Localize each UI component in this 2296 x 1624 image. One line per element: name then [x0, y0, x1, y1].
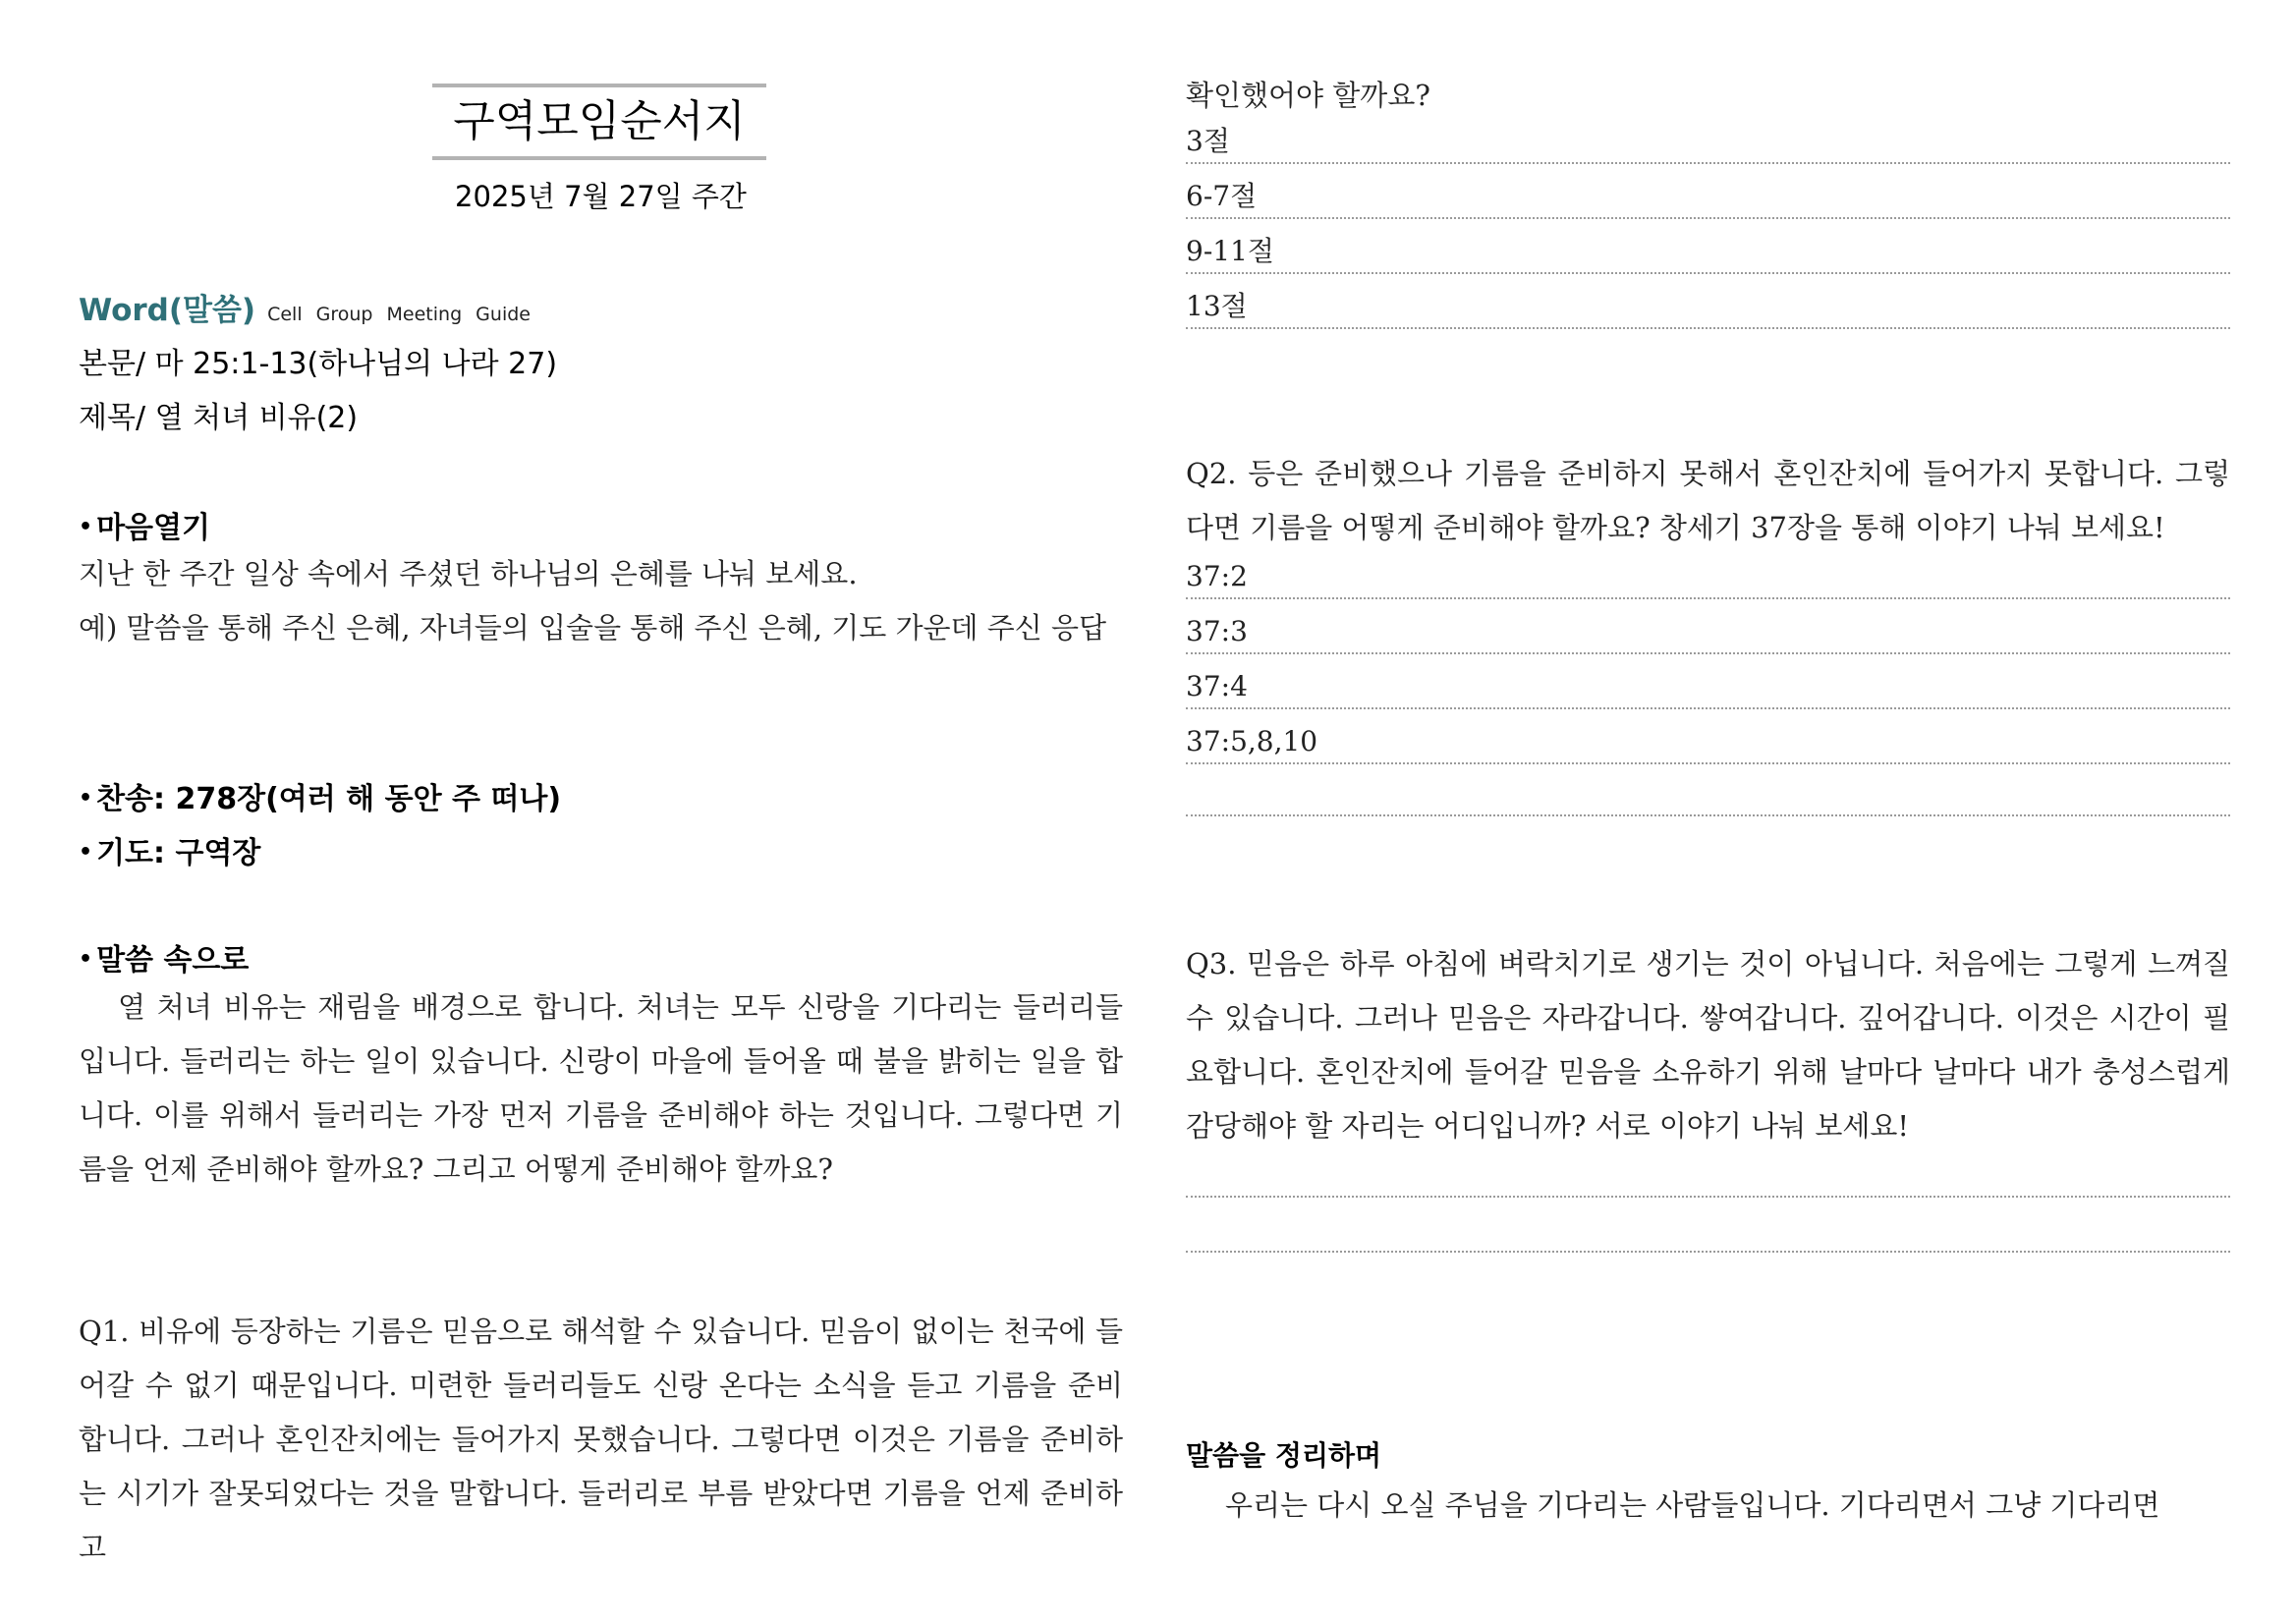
- bullet-icon: •: [79, 840, 93, 865]
- q1-verse-line: 6-7절: [1186, 163, 2230, 219]
- q1-verse-line: 3절: [1186, 108, 2230, 164]
- bullet-icon: •: [79, 515, 93, 539]
- bullet-icon: •: [79, 947, 93, 972]
- q1-verse-line: 9-11절: [1186, 218, 2230, 274]
- answer-line: [1186, 1195, 2230, 1198]
- opening-heading: [79, 503, 210, 546]
- q1-text: Q1. 비유에 등장하는 기름은 믿음으로 해석할 수 있습니다. 믿음이 없이는 천국에 들어갈 수 없기 때문입니다. 미련한 들러리들도 신랑 온다는 소식을 듣고 기름을 준비합니다. 그러나 혼인잔치에는 들어가지 못했습니다. 그렇다면 이것은 기름을 준비하는 시기가 잘못되었다는 것을 말합니다. 들러리로 부름 받았다면 기름을 언제 준비하고: [79, 1315, 1123, 1564]
- q2-verse-line: 37:2: [1186, 543, 2230, 599]
- q1-continued: 확인했어야 할까요?: [1186, 79, 1430, 112]
- opening-text-1: 지난 한 주간 일상 속에서 주셨던 하나님의 은혜를 나눠 보세요.: [79, 557, 858, 590]
- bullet-icon: •: [79, 786, 93, 811]
- closing-heading: 말씀을 정리하며: [1186, 1439, 1382, 1472]
- q3-text: Q3. 믿음은 하루 아침에 벼락치기로 생기는 것이 아닙니다. 처음에는 그렇게 느껴질 수 있습니다. 그러나 믿음은 자라갑니다. 쌓여갑니다. 깊어갑니다. 이것은 시간이 필요합니다. 혼인잔치에 들어갈 믿음을 소유하기 위해 날마다 날마다 내가 충성스럽게 감당해야 할 자리는 어디입니까? 서로 이야기 나눠 보세요!: [1186, 947, 2230, 1143]
- subject-line: 제목/ 열 처녀 비유(2): [79, 401, 359, 435]
- closing-body: 우리는 다시 오실 주님을 기다리는 사람들입니다. 기다리면서 그냥 기다리면: [1225, 1488, 2160, 1522]
- into-word-body: 열 처녀 비유는 재림을 배경으로 합니다. 처녀는 모두 신랑을 기다리는 들러리들입니다. 들러리는 하는 일이 있습니다. 신랑이 마을에 들어올 때 불을 밝히는 일을 합니다. 이를 위해서 들러리는 가장 먼저 기름을 준비해야 하는 것입니다. 그렇다면 기름을 언제 준비해야 할까요? 그리고 어떻게 준비해야 할까요?: [79, 990, 1123, 1186]
- hymn-line: [79, 774, 561, 817]
- answer-line: [1186, 813, 2230, 816]
- q2-text: Q2. 등은 준비했으나 기름을 준비하지 못해서 혼인잔치에 들어가지 못합니다. 그렇다면 기름을 어떻게 준비해야 할까요? 창세기 37장을 통해 이야기 나눠 보세요!: [1186, 457, 2230, 544]
- prayer-line: [79, 828, 260, 871]
- word-heading-label: Word(말씀): [79, 293, 256, 328]
- answer-line: [1186, 1250, 2230, 1253]
- passage-line: 본문/ 마 25:1-13(하나님의 나라 27): [79, 347, 558, 381]
- word-subheading: Cell Group Meeting Guide: [267, 304, 531, 325]
- q2-verse-line: 37:3: [1186, 598, 2230, 654]
- prayer-label: 기도: 구역장: [96, 836, 261, 870]
- hymn-label: 찬송: 278장(여러 해 동안 주 떠나): [96, 782, 562, 816]
- word-heading: [79, 285, 531, 329]
- q2-verse-line: 37:4: [1186, 653, 2230, 709]
- opening-text-2: 예) 말씀을 통해 주신 은혜, 자녀들의 입술을 통해 주신 은혜, 기도 가운데 주신 응답: [79, 611, 1107, 644]
- opening-heading-label: 마음열기: [96, 511, 210, 545]
- into-word-heading-label: 말씀 속으로: [96, 943, 250, 978]
- q1-verse-line: 13절: [1186, 273, 2230, 329]
- week-date: 2025년 7월 27일 주간: [455, 180, 747, 213]
- page-title: 구역모임순서지: [432, 84, 766, 160]
- q2-verse-line: 37:5,8,10: [1186, 708, 2230, 764]
- into-word-heading: [79, 935, 249, 979]
